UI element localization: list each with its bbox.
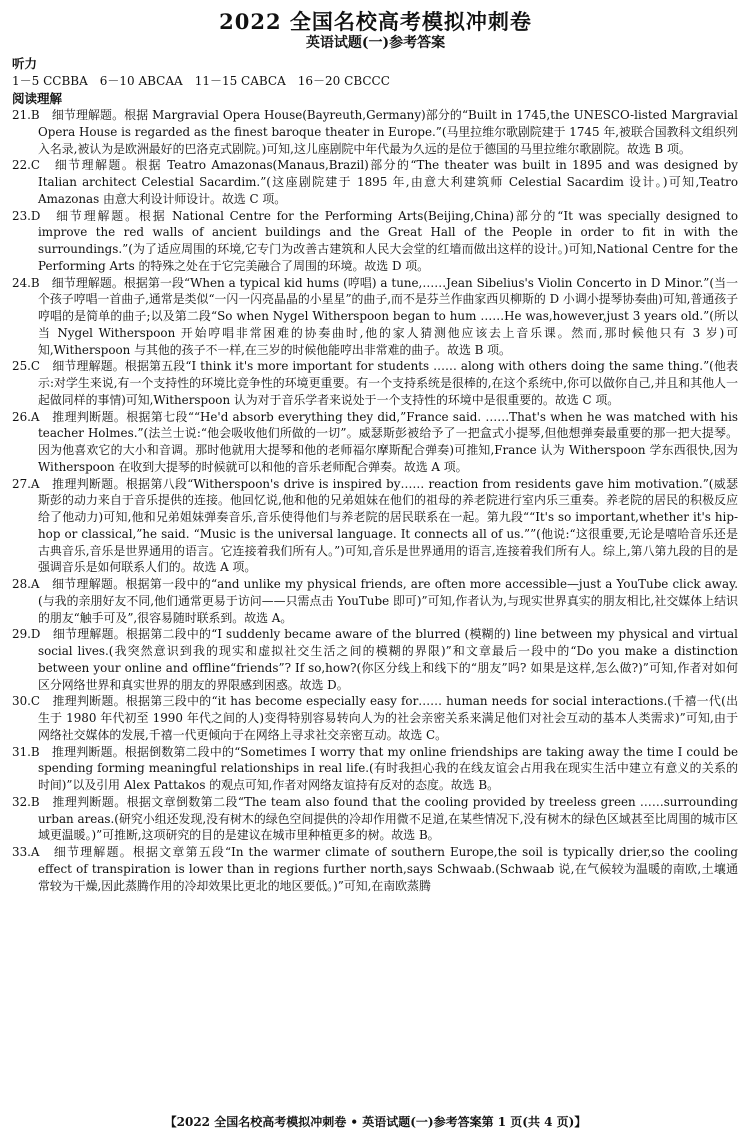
answer-item-24: 24.B 细节理解题。根据第一段“When a typical kid hums (哼唱) a tune,……Jean Sibelius's Violin Concerto in D Minor.”(当一个孩子哼唱一首曲子,通常是类似“一闪一闪亮晶晶的小星星”的曲子,而不是芬兰作曲家西贝柳斯的 D 小调小提琴协奏曲)可知,普通孩子哼唱的是简单的曲子;以及第二段“So when Nygel Witherspoon began to hum ……He was,however,just 3 years old.”(所以当 Nygel Witherspoon 开始哼唱非常困难的协奏曲时,他的家人猜测他应该去上音乐课。然而,那时候他只有 3 岁)可知,Witherspoon 与其他的孩子不一样,在三岁的时候他能哼出非常难的曲子。故选 B 项。 (12, 275, 738, 357)
answer-item-22: 22.C 细节理解题。根据 Teatro Amazonas(Manaus,Brazil)部分的“The theater was built in 1895 and was designed by Italian architect Celestial Sacardim.”(这座剧院建于 1895 年,由意大利建筑师 Celestial Sacardim 设计。)可知,Teatro Amazonas 由意大利设计师设计。故选 C 项。 (12, 158, 738, 206)
page-subtitle: 英语试题(一)参考答案 (305, 35, 446, 51)
answer-item-21: 21.B 细节理解题。根据 Margravial Opera House(Bayreuth,Germany)部分的“Built in 1745,the UNESCO-listed Margravial Opera House is regarded as the finest baroque theater in Europe.”(马里拉维尔歌剧院建于 1745 年,被联合国教科文组织列入名录,被认为是欧洲最好的巴洛克式剧院。)可知,这儿座剧院中年代最为久远的是位于德国的马里拉维尔歌剧院。故选 B 项。 (12, 108, 738, 156)
answer-item-23: 23.D 细节理解题。根据 National Centre for the Performing Arts(Beijing,China)部分的“It was specially designed to improve the red walls of ancient buildings and the Great Hall of the People in order to fit in with the surroundings.”(为了适应周围的环境,它专门为改善古建筑和人民大会堂的红墙而做出这样的设计。)可知,National Centre for the Performing Arts 的特殊之处在于它完美融合了周围的环境。故选 D 项。 (12, 208, 738, 273)
reading-answer-list (12, 107, 738, 894)
answer-item-33: 33.A 细节理解题。根据文章第五段“In the warmer climate of southern Europe,the soil is typically drier,so the cooling effect of transpiration is lower than in regions further north,says Schwaab.(Schwaab 说,在气候较为温暖的南欧,土壤通常较为干燥,因此蒸腾作用的冷却效果比更北的地区要低。)”可知,在南欧蒸腾 (12, 845, 738, 893)
answer-item-28: 28.A 细节理解题。根据第一段中的“and unlike my physical friends, are often more accessible—just a YouTube click away.(与我的亲朋好友不同,他们通常更易于访问——只需点击 YouTube 即可)”可知,作者认为,与现实世界真实的朋友相比,社交媒体上结识的朋友“触手可及”,很容易随时联系到。故选 A。 (12, 577, 739, 625)
page-footer: 【2022 全国名校高考模拟冲刺卷 • 英语试题(一)参考答案第 1 页(共 4 页)】 (164, 1115, 587, 1129)
answer-item-27: 27.A 推理判断题。根据第八段“Witherspoon's drive is inspired by…… reaction from residents gave him motivation.”(威瑟斯彭的动力来自于音乐提供的连接。他回忆说,他和他的兄弟姐妹在他们的祖母的养老院进行室内乐三重奏。养老院的居民的积极反应给了他动力)可知,他和兄弟姐妹弹奏音乐,音乐使得他们与养老院的居民联系在一起。第九段““It's so important,whether it's hip-hop or classical,”he said. “Music is the universal language. It connects all of us.””(他说:“这很重要,无论是嘻哈音乐还是古典音乐,音乐是世界通用的语言。它连接着我们所有人。”)可知,音乐是世界通用的语言,连接着我们所有人。综上,第八第九段的目的是强调音乐是如何联系人们的。故选 A 项。 (12, 476, 738, 575)
answer-item-30: 30.C 推理判断题。根据第三段中的“it has become especially easy for…… human needs for social interactions.(千禧一代(出生于 1980 年代初至 1990 年代之间的人)变得特别容易转向人为的社会亲密关系来满足他们对社会互动的基本人类需求)”可知,由于网络社交媒体的发展,千禧一代更倾向于在网络上寻求社交亲密互动。故选 C。 (12, 694, 738, 742)
answer-item-25: 25.C 细节理解题。根据第五段“I think it's more important for students …… along with others doing the same thing.”(他表示:对学生来说,有一个支持性的环境比竞争性的环境更重要。有一个支持系统是很棒的,在这个系统中,你可以做你自己,并且和其他人一起做同样的事情)可知,Witherspoon 认为对于音乐学者来说处于一个支持性的环境中是很重要的。故选 C 项。 (12, 359, 738, 407)
listening-heading: 听力 (12, 56, 38, 71)
reading-heading: 阅读理解 (12, 91, 63, 106)
answer-item-26: 26.A 推理判断题。根据第七段““He'd absorb everything they did,”France said. ……That's when he was matched with his teacher Holmes.”(法兰士说:“他会吸收他们所做的一切”。威瑟斯彭被给予了一把盒式小提琴,但他想弹奏最重要的那一把大提琴。因为他喜欢它的大小和音调。那时他就用大提琴和他的老师福尔摩斯配合弹奏)可推知,France 认为 Witherspoon 学东西很快,因为 Witherspoon 在收到大提琴的时候就可以和他的音乐老师配合弹奏。故选 A 项。 (12, 409, 738, 474)
answer-item-32: 32.B 推理判断题。根据文章倒数第二段“The team also found that the cooling provided by treeless green ……surrounding urban areas.(研究小组还发现,没有树木的绿色空间提供的冷却作用微不足道,在某些情况下,没有树木的绿色区域甚至比周围的城市区域更温暖。)”可推断,这项研究的目的是建议在城市里种植更多的树。故选 B。 (12, 794, 738, 843)
answer-item-31: 31.B 推理判断题。根据倒数第二段中的“Sometimes I worry that my online friendships are taking away the time I could be spending forming meaningful relationships in real life.(有时我担心我的在线友谊会占用我在现实生活中建立有意义的关系的时间)”以及引用 Alex Pattakos 的观点可知,作者对网络友谊持有反对的态度。故选 B。 (12, 744, 738, 792)
page-title: 2022 全国名校高考模拟冲刺卷 (219, 9, 532, 34)
listening-answers: 1－5 CCBBA 6－10 ABCAA 11－15 CABCA 16－20 CBCCC (12, 74, 390, 88)
answer-item-29: 29.D 细节理解题。根据第二段中的“I suddenly became aware of the blurred (模糊的) line between my physical and virtual social lives.(我突然意识到我的现实和虚拟社交生活之间的模糊的界限)”和文章最后一段中的“Do you make a distinction between your online and offline“friends”? If so,how?(你区分线上和线下的“朋友”吗? 如果是这样,怎么做?)”可知,作者对如何区分网络世界和真实世界的朋友的界限感到困惑。故选 D。 (12, 627, 738, 692)
